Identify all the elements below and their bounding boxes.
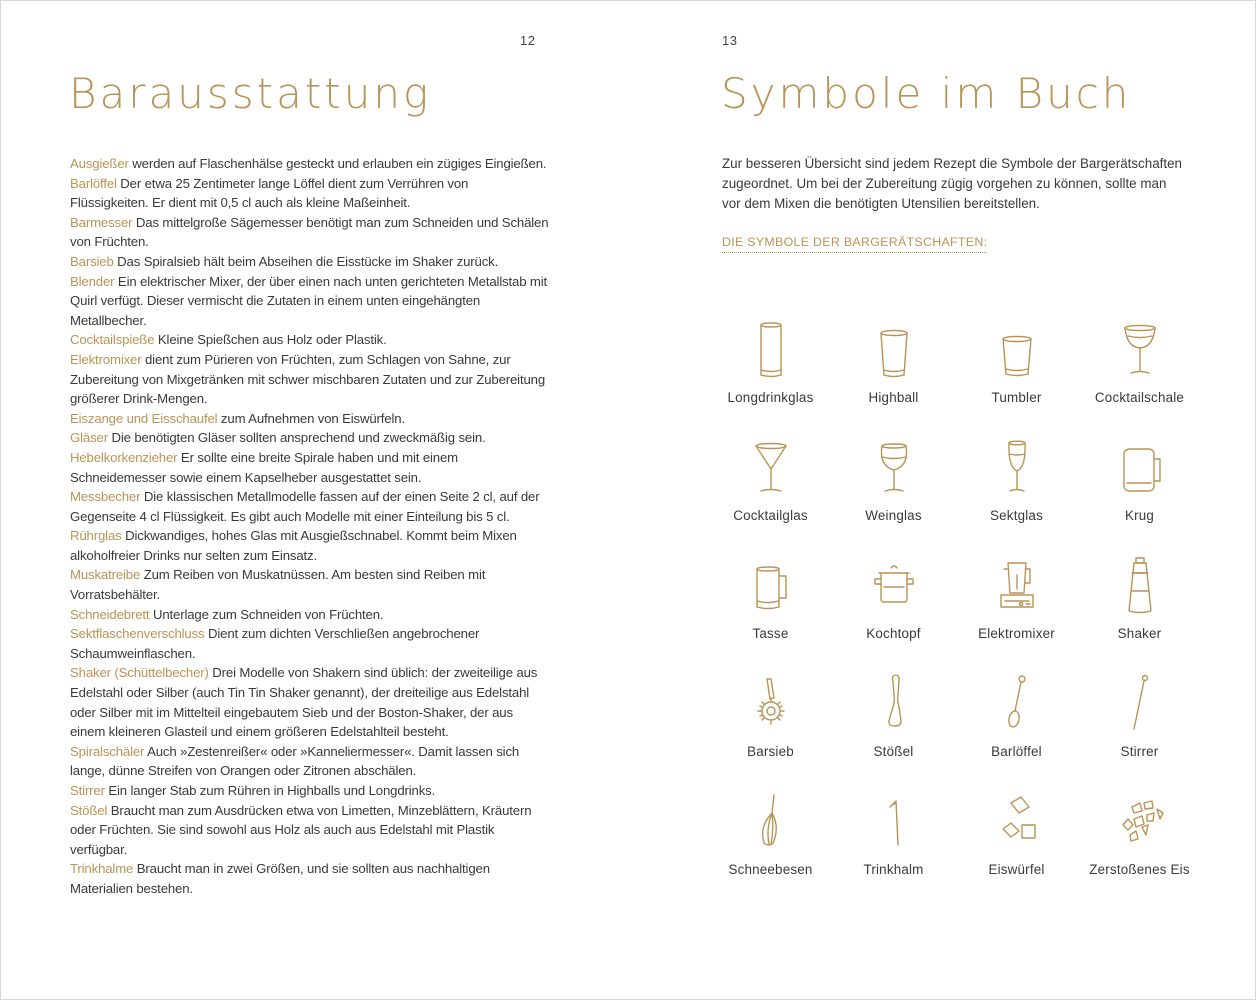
glossary-entry [70, 330, 550, 350]
cooking-pot-icon [868, 555, 920, 619]
wine-glass-icon [868, 437, 920, 501]
symbol-label: Longdrinkglas [727, 390, 814, 405]
glossary-term: Sektflaschenverschluss [70, 626, 205, 642]
glossary-definition: Auch »Zestenreißer« oder »Kanneliermesser«. Damit lassen sich lange, dünne Streifen von Orangen oder Zitronen abschälen. [70, 743, 520, 779]
glossary-definition: zum Aufnehmen von Eiswürfeln. [217, 410, 405, 426]
symbol-label: Sektglas [990, 508, 1043, 523]
symbol-shaker [1078, 555, 1201, 673]
glossary-definition: Ein langer Stab zum Rühren in Highballs und Longdrinks. [104, 783, 436, 798]
glossary-entry [70, 663, 550, 741]
glossary-term: Spiralschäler [70, 743, 145, 759]
glossary-definition: Unterlage zum Schneiden von Früchten. [149, 606, 384, 622]
highball-glass-icon [868, 319, 920, 383]
symbol-straw [832, 791, 955, 909]
glossary-term: Messbecher [70, 489, 141, 505]
page-title-right: Symbole im Buch [721, 69, 1132, 118]
symbol-cooking-pot [832, 555, 955, 673]
glossary-term: Eiszange und Eisschaufel [70, 410, 218, 426]
glossary-entry [70, 213, 550, 252]
symbol-tumbler-glass [955, 319, 1078, 437]
glossary-term: Ausgießer [70, 156, 129, 171]
glossary-entry [70, 801, 550, 860]
glossary-term: Hebelkorkenzieher [70, 449, 178, 465]
symbol-whisk [709, 791, 832, 909]
symbol-label: Tumbler [991, 390, 1042, 405]
glossary-term: Elektromixer [70, 351, 142, 367]
champagne-flute-icon [991, 437, 1043, 501]
strainer-icon [745, 673, 797, 737]
glossary-term: Trinkhalme [70, 861, 134, 877]
symbol-label: Cocktailschale [1094, 390, 1185, 405]
glossary-term: Barlöffel [70, 175, 117, 191]
symbol-crushed-ice [1078, 791, 1201, 909]
glossary-definition: Drei Modelle von Shakern sind üblich: der zweiteilige aus Edelstahl oder Silber (auch Tin Tin Shaker genannt), der dreiteilige aus Edelstahl oder Silber mit im Mittelteil eingebautem Sieb und der Boston-Shaker, der aus einem kleineren Glasteil und einem größeren Edelstahlteil besteht. [70, 665, 538, 740]
symbol-ice-cubes [955, 791, 1078, 909]
equipment-glossary [70, 154, 550, 899]
longdrink-glass-icon [745, 319, 797, 383]
glossary-entry [70, 605, 550, 625]
glossary-term: Stößel [70, 802, 108, 818]
glossary-term: Shaker (Schüttelbecher) [70, 665, 209, 681]
glossary-definition: Zum Reiben von Muskatnüssen. Am besten sind Reiben mit Vorratsbehälter. [70, 567, 486, 603]
glossary-definition: Die benötigten Gläser sollten ansprechend und zweckmäßig sein. [107, 430, 486, 446]
glossary-definition: dient zum Pürieren von Früchten, zum Schlagen von Sahne, zur Zubereitung von Mixgetränken mit schwer mischbaren Zutaten und zur Zubereitung größerer Drink-Mengen. [70, 351, 546, 407]
intro-paragraph [722, 154, 1182, 214]
symbol-label: Highball [868, 390, 919, 405]
glossary-entry [70, 350, 550, 409]
glossary-entry [70, 742, 550, 781]
symbol-label: Zerstoßenes Eis [1089, 862, 1190, 877]
symbols-subheading: DIE SYMBOLE DER BARGERÄTSCHAFTEN: [722, 235, 987, 253]
blender-icon [991, 555, 1043, 619]
page-title-left: Barausstattung [69, 69, 432, 118]
martini-glass-icon [745, 437, 797, 501]
glossary-term: Rührglas [70, 528, 122, 544]
cup-icon [745, 555, 797, 619]
glossary-entry [70, 409, 550, 429]
symbol-label: Tasse [752, 626, 789, 641]
glossary-entry [70, 781, 550, 801]
symbol-label: Kochtopf [866, 626, 921, 641]
symbol-cup [709, 555, 832, 673]
glossary-term: Schneidebrett [70, 606, 150, 622]
glossary-definition: Dient zum dichten Verschließen angebrochener Schaumweinflaschen. [70, 626, 480, 661]
symbol-longdrink-glass [709, 319, 832, 437]
symbol-label: Weinglas [865, 508, 922, 523]
symbol-label: Eiswürfel [988, 862, 1045, 877]
symbol-grid [709, 319, 1201, 909]
symbol-wine-glass [832, 437, 955, 555]
glossary-entry [70, 859, 550, 898]
glossary-entry [70, 624, 550, 663]
glossary-entry [70, 252, 550, 272]
glossary-definition: Dickwandiges, hohes Glas mit Ausgießschnabel. Kommt beim Mixen alkoholfreier Drinks nur selten zum Einsatz. [70, 528, 517, 563]
glossary-definition: Braucht man zum Ausdrücken etwa von Limetten, Minzeblättern, Kräutern oder Früchten. Sie sind sowohl aus Holz als auch aus Edelstahl mit Plastik verfügbar. [70, 802, 532, 857]
symbol-beer-mug [1078, 437, 1201, 555]
tumbler-glass-icon [991, 319, 1043, 383]
symbol-cocktail-coupe [1078, 319, 1201, 437]
page-number-left: 12 [520, 33, 536, 48]
muddler-icon [868, 673, 920, 737]
symbol-label: Barlöffel [991, 744, 1042, 759]
page-number-right: 13 [722, 33, 738, 48]
glossary-entry [70, 565, 550, 604]
glossary-definition: Ein elektrischer Mixer, der über einen nach unten gerichteten Metallstab mit Quirl verfügt. Dieser vermischt die Zutaten in einem unten eingehängten Metallbecher. [70, 273, 548, 328]
glossary-definition: Kleine Spießchen aus Holz oder Plastik. [154, 332, 387, 348]
symbol-strainer [709, 673, 832, 791]
glossary-term: Barmesser [70, 214, 133, 230]
symbol-label: Krug [1124, 508, 1155, 523]
glossary-term: Blender [70, 273, 115, 289]
glossary-entry [70, 526, 550, 565]
glossary-definition: Braucht man in zwei Größen, und sie sollten aus nachhaltigen Materialien bestehen. [70, 861, 490, 896]
symbol-label: Cocktailglas [733, 508, 808, 523]
glossary-term: Gläser [70, 430, 108, 446]
glossary-term: Stirrer [70, 783, 105, 798]
ice-cubes-icon [991, 791, 1043, 855]
glossary-definition: Das Spiralsieb hält beim Abseihen die Eisstücke im Shaker zurück. [113, 253, 499, 269]
straw-icon [868, 791, 920, 855]
glossary-term: Muskatreibe [70, 567, 141, 583]
glossary-definition: Die klassischen Metallmodelle fassen auf der einen Seite 2 cl, auf der Gegenseite 4 cl Flüssigkeit. Es gibt auch Modelle mit einer Einteilung bis 5 cl. [70, 489, 540, 524]
symbol-label: Stößel [873, 744, 914, 759]
whisk-icon [745, 791, 797, 855]
symbol-label: Stirrer [1120, 744, 1159, 759]
beer-mug-icon [1114, 437, 1166, 501]
glossary-entry [70, 174, 550, 213]
cocktail-coupe-icon [1114, 319, 1166, 383]
symbol-blender [955, 555, 1078, 673]
symbol-label: Elektromixer [978, 626, 1055, 641]
symbol-highball-glass [832, 319, 955, 437]
symbol-label: Shaker [1117, 626, 1162, 641]
glossary-entry [70, 154, 550, 174]
symbol-label: Barsieb [747, 744, 794, 759]
glossary-definition: Das mittelgroße Sägemesser benötigt man zum Schneiden und Schälen von Früchten. [70, 214, 549, 250]
crushed-ice-icon [1114, 791, 1166, 855]
glossary-entry [70, 428, 550, 448]
symbol-label: Schneebesen [728, 862, 813, 877]
glossary-term: Cocktailspieße [70, 332, 155, 348]
intro-text: Zur besseren Übersicht sind jedem Rezept die Symbole der Bargerätschaften zugeordnet. Um bei der Zubereitung zügig vorgehen zu können, sollte man vor dem Mixen die benötigten Utensilien bereitstellen. [722, 156, 1182, 211]
symbol-label: Trinkhalm [863, 862, 924, 877]
glossary-definition: Er sollte eine breite Spirale haben und mit einem Schneidemesser sowie einem Kapselheber ausgestattet sein. [70, 449, 458, 485]
glossary-term: Barsieb [70, 253, 114, 269]
symbol-champagne-flute [955, 437, 1078, 555]
bar-spoon-icon [991, 673, 1043, 737]
symbol-martini-glass [709, 437, 832, 555]
shaker-icon [1114, 555, 1166, 619]
stirrer-icon [1114, 673, 1166, 737]
glossary-entry [70, 448, 550, 487]
glossary-definition: Der etwa 25 Zentimeter lange Löffel dient zum Verrühren von Flüssigkeiten. Er dient mit 0,5 cl auch als kleine Maßeinheit. [70, 175, 469, 211]
symbol-bar-spoon [955, 673, 1078, 791]
symbol-stirrer [1078, 673, 1201, 791]
glossary-entry [70, 272, 550, 331]
glossary-definition: werden auf Flaschenhälse gesteckt und erlauben ein zügiges Eingießen. [128, 156, 547, 171]
glossary-entry [70, 487, 550, 526]
symbol-muddler [832, 673, 955, 791]
